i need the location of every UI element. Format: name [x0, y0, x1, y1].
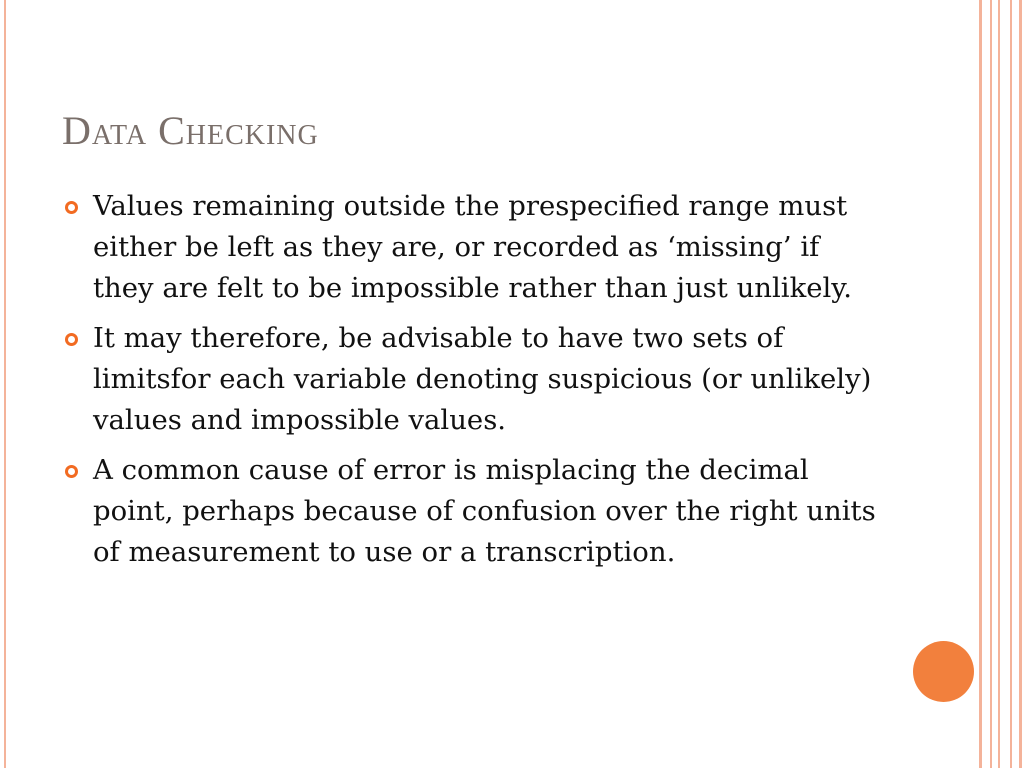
bullet-circle-icon: [65, 333, 78, 346]
bullet-item: [62, 450, 882, 573]
accent-circle-decoration: [913, 641, 974, 702]
bullet-item: [62, 186, 882, 309]
frame-line-right-1: [979, 0, 982, 768]
bullet-text: A common cause of error is misplacing the decimal point, perhaps because of confusion over the right units of measurement to use or a transcription.: [93, 454, 876, 568]
bullet-text: Values remaining outside the prespecified range must either be left as they are, or recorded as ‘missing’ if they are felt to be impossible rather than just unlikely.: [93, 190, 852, 304]
frame-line-right-4: [1010, 0, 1012, 768]
frame-line-right-3: [998, 0, 1000, 768]
bullet-circle-icon: [65, 201, 78, 214]
bullet-item: [62, 318, 882, 441]
slide-title: Data Checking: [62, 108, 319, 153]
frame-line-left: [4, 0, 6, 768]
bullet-text: It may therefore, be advisable to have two sets of limitsfor each variable denoting suspicious (or unlikely) values and impossible values.: [93, 322, 872, 436]
bullet-list: [62, 186, 882, 582]
frame-line-right-5: [1019, 0, 1022, 768]
bullet-circle-icon: [65, 465, 78, 478]
frame-line-right-2: [990, 0, 992, 768]
